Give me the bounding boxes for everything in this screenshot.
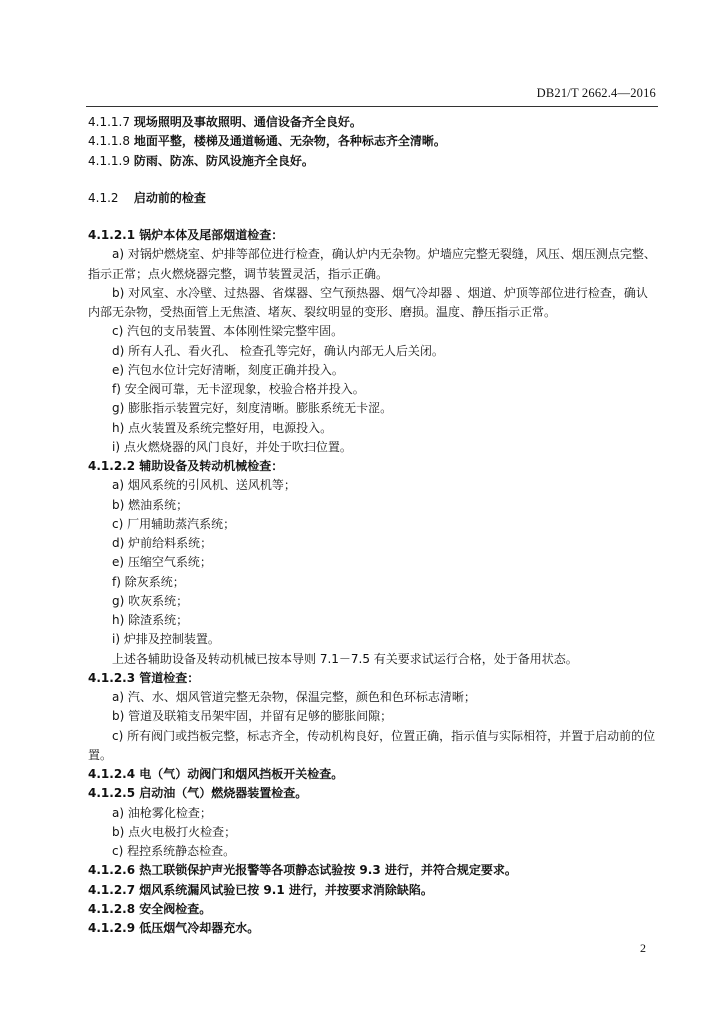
clause-4127-title: 4.1.2.7 烟风系统漏风试验已按 9.1 进行，并按要求消除缺陷。 bbox=[88, 882, 433, 897]
clause-note: 上述各辅助设备及转动机械已按本导则 7.1－7.5 有关要求试运行合格，处于备用状态。 bbox=[112, 651, 578, 666]
section-title: 启动前的检查 bbox=[133, 190, 206, 205]
list-item: b) 燃油系统； bbox=[112, 497, 189, 512]
clause-4125-title: 4.1.2.5 启动油（气）燃烧器装置检查。 bbox=[88, 786, 308, 801]
document-code: DB21/T 2662.4—2016 bbox=[536, 86, 656, 100]
clause-number: 4.1.1.7 bbox=[88, 115, 130, 129]
list-item: h) 除渣系统； bbox=[112, 613, 189, 627]
list-item: g) 吹灰系统； bbox=[112, 593, 189, 608]
list-item: i) 炉排及控制装置。 bbox=[112, 632, 220, 647]
list-item: a) 汽、水、烟风管道完整无杂物，保温完整，颜色和色环标志清晰； bbox=[112, 690, 476, 704]
clause-4119 bbox=[88, 152, 658, 171]
clause-4122-title: 4.1.2.2 辅助设备及转动机械检查： bbox=[88, 459, 284, 473]
clause-4128-title: 4.1.2.8 安全阀检查。 bbox=[88, 901, 212, 916]
list-item: c) 厂用辅助蒸汽系统； bbox=[112, 516, 236, 531]
list-item: a) 对锅炉燃烧室、炉排等部位进行检查，确认炉内无杂物。炉墙应完整无裂缝，风压、烟压测点完整、指示正常；点火燃烧器完整，调节装置灵活，指示正确。 bbox=[88, 247, 656, 281]
clause-4129-title: 4.1.2.9 低压烟气冷却器充水。 bbox=[88, 921, 260, 935]
list-item: b) 点火电极打火检查； bbox=[112, 824, 237, 839]
list-item: a) 油枪雾化检查； bbox=[112, 805, 212, 820]
list-item: g) 膨胀指示装置完好，刻度清晰。膨胀系统无卡涩。 bbox=[112, 401, 393, 416]
list-item: f) 除灰系统； bbox=[112, 574, 185, 589]
list-item: c) 汽包的支吊装置、本体刚性梁完整牢固。 bbox=[112, 324, 344, 339]
list-item: c) 程控系统静态检查。 bbox=[112, 844, 236, 858]
clause-4124-title: 4.1.2.4 电（气）动阀门和烟风挡板开关检查。 bbox=[88, 767, 344, 781]
list-item: h) 点火装置及系统完整好用，电源投入。 bbox=[112, 420, 333, 435]
clause-number: 4.1.1.8 bbox=[88, 134, 130, 149]
header-divider bbox=[86, 106, 658, 107]
list-item: b) 对风室、水冷壁、过热器、省煤器、空气预热器、烟气冷却器 、烟道、炉顶等部位进行检查，确认内部无杂物，受热面管上无焦渣、堵灰、裂纹明显的变形、磨损。温度、静压指示正常。 bbox=[88, 285, 648, 319]
page-number: 2 bbox=[640, 941, 646, 955]
list-item: f) 安全阀可靠，无卡涩现象，校验合格并投入。 bbox=[112, 382, 365, 396]
clause-text: 防雨、防冻、防风设施齐全良好。 bbox=[133, 153, 314, 168]
clause-4121-title: 4.1.2.1 锅炉本体及尾部烟道检查： bbox=[88, 228, 284, 242]
list-item: e) 压缩空气系统； bbox=[112, 555, 212, 570]
list-item: b) 管道及联箱支吊架牢固，并留有足够的膨胀间隙； bbox=[112, 709, 393, 724]
list-item: a) 烟风系统的引风机、送风机等； bbox=[112, 478, 296, 493]
clause-text: 现场照明及事故照明、通信设备齐全良好。 bbox=[133, 115, 362, 129]
clause-text: 地面平整，楼梯及通道畅通、无杂物，各种标志齐全清晰。 bbox=[133, 134, 446, 149]
list-item: c) 所有阀门或挡板完整，标志齐全，传动机构良好，位置正确，指示值与实际相符，并置于启动前的位置。 bbox=[88, 728, 656, 762]
clause-number: 4.1.1.9 bbox=[88, 153, 130, 168]
list-item: d) 炉前给料系统； bbox=[112, 536, 213, 550]
section-heading-412 bbox=[88, 189, 658, 208]
clause-4118 bbox=[88, 132, 658, 151]
list-item: e) 汽包水位计完好清晰，刻度正确并投入。 bbox=[112, 362, 344, 377]
clause-4123-title: 4.1.2.3 管道检查： bbox=[88, 670, 200, 685]
list-item: i) 点火燃烧器的风门良好，并处于吹扫位置。 bbox=[112, 439, 352, 454]
list-item: d) 所有人孔、看火孔、 检查孔等完好，确认内部无人后关闭。 bbox=[112, 343, 444, 358]
section-number: 4.1.2 bbox=[88, 190, 119, 205]
document-body bbox=[88, 113, 658, 938]
clause-4117 bbox=[88, 113, 658, 132]
clause-4126-title: 4.1.2.6 热工联锁保护声光报警等各项静态试验按 9.3 进行，并符合规定要求。 bbox=[88, 863, 517, 878]
